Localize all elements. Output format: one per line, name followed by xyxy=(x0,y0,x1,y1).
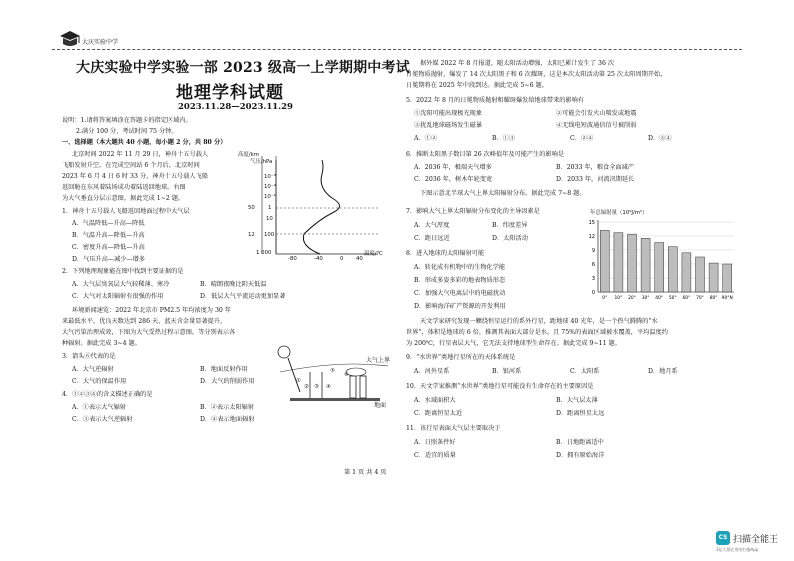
question-4: 4．①②③④的含义描述正确的是 xyxy=(62,391,153,398)
instruction-1: 说明：1.请将答案填涂在答题卡的指定区域内。 xyxy=(62,117,192,124)
option: C．大气对太阳辐射有很强的作用 xyxy=(72,293,164,300)
option: D．太阳活动 xyxy=(492,235,528,242)
question-2: 2．下列地理现象能在图中找到主要证据的是 xyxy=(62,268,184,275)
option: A．大气层臭氧层大气较稀薄、寒冷 xyxy=(72,281,170,288)
option: A．河外星系 xyxy=(414,368,450,375)
y-tick-label: 3 xyxy=(591,276,595,282)
bar xyxy=(614,233,623,292)
passage-line: 下图示意北半球大气上界太阳辐射分布。据此完成 7~8 题。 xyxy=(420,190,586,197)
question-6: 6．推断太阳黑子数目第 26 次峰值年及可能产生的影响是 xyxy=(406,151,565,158)
section-heading: 一、选择题（本大题共 40 小题，每小题 2 分，共 80 分） xyxy=(62,139,227,146)
x-tick: 40 xyxy=(356,256,363,262)
option: C．③表示大气逆辐射 xyxy=(72,416,133,423)
y-axis-label: 高度/km xyxy=(238,152,259,158)
x-tick-label: 70° xyxy=(696,296,704,301)
bar xyxy=(600,230,609,292)
atmosphere-heating-diagram xyxy=(270,342,390,410)
option: D．低层大气平流运动更加显著 xyxy=(200,293,286,300)
arrow-label: ① xyxy=(296,378,301,384)
option: D．拥有原始海洋 xyxy=(556,452,605,459)
header-divider xyxy=(52,49,742,51)
option: B．晴朗夜晚比阴天低温 xyxy=(200,281,267,288)
pressure-tick: 1 xyxy=(268,205,272,211)
chart-title: 年总辐射量（10⁹J/m²） xyxy=(590,210,648,216)
option: B．①③ xyxy=(492,135,516,142)
option: C．密度升高—降低—升高 xyxy=(72,244,145,251)
passage-line: 大气污染治理成效，下图为大气受热过程示意图。等分别表示各 xyxy=(62,329,236,336)
ground-label: 地面 xyxy=(374,402,387,409)
option: A．日照条件好 xyxy=(414,439,456,446)
option: C．2036 年，树木年轮变宽 xyxy=(414,176,493,183)
pressure-tick: 10⁻³ xyxy=(264,174,276,180)
x-tick-label: 0° xyxy=(602,296,608,301)
pressure-tick: 10⁻² xyxy=(264,184,276,190)
x-tick: -40 xyxy=(314,256,323,262)
x-axis-label: 温度/℃ xyxy=(364,251,383,257)
question-9: 9．“水世界”类地行星所在的天体系统是 xyxy=(406,354,516,361)
option: A．2036 年，极端天气增多 xyxy=(414,164,492,171)
option: C．适宜的质量 xyxy=(414,452,456,459)
option: D．③④ xyxy=(648,135,672,142)
sun-icon xyxy=(278,346,290,358)
x-tick-label: 40° xyxy=(655,296,664,301)
option: B．2033 年，粮食全面减产 xyxy=(556,164,634,171)
x-tick-label: 30° xyxy=(641,296,650,301)
x-tick: -80 xyxy=(288,256,297,262)
scanner-logo-icon: CS xyxy=(716,531,730,545)
school-logo xyxy=(58,30,82,50)
page-number: 第 1 页 共 4 页 xyxy=(344,469,387,476)
arrow-label: ⑥ xyxy=(344,372,349,378)
y-tick-label: 0 xyxy=(591,290,595,296)
x-tick-label: 20° xyxy=(628,296,636,301)
option: B．形成多姿多彩的地表物质形态 xyxy=(414,277,506,284)
x-tick-label: 80° xyxy=(709,296,718,301)
passage-line: 2023 年 6 月 4 日 6 时 33 分，神舟十五号载人飞船 xyxy=(62,173,208,180)
question-11: 11．该行星表面大气层主要取决于 xyxy=(406,425,501,432)
height-tick: 12 xyxy=(248,232,255,238)
option: B．大气层太薄 xyxy=(556,397,598,404)
question-5: 5．2022 年 8 月的日冕物质抛射和耀斑爆发给地球带来的影响有 xyxy=(406,97,585,104)
x-tick-label: 60° xyxy=(682,296,691,301)
ground-line xyxy=(290,398,380,401)
instruction-2: 2.满分 100 分，考试时间 75 分钟。 xyxy=(76,128,178,135)
exam-title: 大庆实验中学实验一部 2023 级高一上学期期中考试 xyxy=(76,60,410,76)
pressure-tick: 10⁻¹ xyxy=(264,194,276,200)
atmosphere-top-label: 大气上界 xyxy=(366,357,391,364)
statement: ①沈阳可能出现极光现象 xyxy=(414,110,483,117)
scanner-tagline: 3亿人都在用的扫描App xyxy=(716,547,759,552)
question-10: 10．天文学家推测“水世界”类地行星可能没有生命存在的主要原因是 xyxy=(406,383,594,390)
bar xyxy=(628,234,637,292)
height-tick: 50 xyxy=(248,205,255,211)
y-tick-label: 9 xyxy=(591,248,595,254)
pressure-tick: 1 000 xyxy=(256,250,272,256)
option: B．银河系 xyxy=(492,368,522,375)
radiation-arrow xyxy=(288,358,300,392)
passage-line: 为大气垂直分层示意图。据此完成 1~2 题。 xyxy=(62,195,185,202)
question-7: 7．影响大气上界太阳辐射分布变化的主导因素是 xyxy=(406,208,540,215)
bar xyxy=(723,264,732,292)
y-tick-label: 12 xyxy=(588,234,595,240)
option: B．纬度差异 xyxy=(492,222,528,229)
x-tick-label: 10° xyxy=(614,296,623,301)
option: D．④表示地面辐射 xyxy=(200,416,255,423)
option: D．大气的削弱作用 xyxy=(200,378,255,385)
bar xyxy=(682,253,691,292)
option: C．大气的保温作用 xyxy=(72,378,127,385)
option: B．地面反射作用 xyxy=(200,366,248,373)
exam-date: 2023.11.28—2023.11.29 xyxy=(178,102,293,112)
school-name: 大庆实验中学 xyxy=(82,39,119,46)
option: A．大气逆辐射 xyxy=(72,366,114,373)
option: B．②表示太阳辐射 xyxy=(200,404,255,411)
statement: ②可能会引发火山喷发或地震 xyxy=(556,110,637,117)
cloud-icon xyxy=(346,368,366,376)
option: D．气压升高—减少—增多 xyxy=(72,256,146,263)
statement: ④无线电短波通信信号被削弱 xyxy=(556,122,637,129)
scanner-name: 扫描全能王 xyxy=(733,535,779,545)
option: D．距离恒星太远 xyxy=(556,410,605,417)
statement: ③扰乱地球磁场发生磁暴 xyxy=(414,122,483,129)
passage-line: 天文学家研究发现一颗绕恒星运行的系外行星，距地球 40 光年，是一个热气腾腾的“水 xyxy=(420,318,658,325)
passage-line: 返回舱在东风着陆场成功着陆返回地球。右图 xyxy=(62,184,186,191)
bar xyxy=(696,257,705,292)
solar-radiation-chart xyxy=(580,208,740,308)
y-axis-label2: 气压/hPa xyxy=(250,159,273,165)
option: D．地月系 xyxy=(648,368,678,375)
passage-line: 日冕物质抛射，爆发了 14 次太阳黑子和 6 次耀斑，这是本次太阳活动第 25 次太阳周期开始， xyxy=(406,71,667,78)
bar xyxy=(668,247,677,292)
option: A．①② xyxy=(414,135,438,142)
option: C．加强大气电离层中的电磁扰动 xyxy=(414,290,506,297)
y-tick-label: 6 xyxy=(591,262,595,268)
passage-line: 为 200℃，行星表层大气，它无法支持地球型生命存在。据此完成 9~11 题。 xyxy=(406,340,621,347)
option: A．气温降低—升高—降低 xyxy=(72,220,145,227)
question-3: 3．箭头⑥代表的是 xyxy=(62,353,116,360)
exam-subject: 地理学科试题 xyxy=(176,83,284,103)
option: C．太阳系 xyxy=(570,368,600,375)
passage-line: 北京时间 2022 年 11 月 29 日，神舟十五号载人 xyxy=(72,151,209,158)
arrow-label: ④ xyxy=(326,384,331,390)
bar-chart-svg xyxy=(580,208,740,308)
x-tick-label: 90°N xyxy=(721,296,733,301)
option: A．水域面积大 xyxy=(414,397,456,404)
option: A．①表示大气辐射 xyxy=(72,404,126,411)
option: D．2033 年，河流汛期延长 xyxy=(556,176,635,183)
y-tick-label: 15 xyxy=(588,220,595,226)
option: D．影响海洋矿产资源的开发利用 xyxy=(414,303,506,310)
question-8: 8．进入地球的太阳辐射可能 xyxy=(406,250,485,257)
atmosphere-profile-chart xyxy=(238,150,388,270)
option: A．大气厚度 xyxy=(414,222,450,229)
x-tick-label: 50° xyxy=(668,296,677,301)
option: C．距离恒星太近 xyxy=(414,410,463,417)
bar xyxy=(709,263,718,292)
passage-line: 环境新闻速览：2022 年北京市 PM2.5 年均浓度为 30 年 xyxy=(72,307,231,314)
pressure-tick: 100 xyxy=(264,232,275,238)
question-1: 1．神舟十五号载人飞船返回地面过程中大气层 xyxy=(62,208,190,215)
temperature-curve xyxy=(303,160,339,254)
passage-line: 飞船发射升空。在完成空间站 6 个月后，北京时间 xyxy=(62,162,200,169)
arrow-label: ⑤ xyxy=(330,368,335,374)
arrow-label: ③ xyxy=(314,384,319,390)
x-tick: 0 xyxy=(340,256,344,262)
option: A．转化成有机物中的生物化学能 xyxy=(414,264,506,271)
passage-line: 世界”，体积是地球的 6 倍，推测其表面大部分是水，且 75%的表面区域被水覆盖，平均温度约 xyxy=(406,329,668,336)
option: B．气温升高—降低—升高 xyxy=(72,232,145,239)
arrow-label: ② xyxy=(304,384,309,390)
passage-line: 种辐射。据此完成 3~4 题。 xyxy=(62,340,141,347)
passage-line: 来最低水平，优良天数达到 286 天，蓝天含金量显著提升， xyxy=(62,318,227,325)
bar xyxy=(641,238,650,292)
option: B．日地距离适中 xyxy=(556,439,604,446)
pressure-tick: 10 xyxy=(266,216,273,222)
bar xyxy=(655,243,664,292)
passage-line: 日冕期将在 2025 年中段到达。据此完成 5~6 题。 xyxy=(406,82,548,89)
passage-line: 据外媒 2022 年 8 月报道，随太阳活动增强，太阳已累计发生了 36 次 xyxy=(420,60,615,67)
option: C．②④ xyxy=(570,135,594,142)
option: C．距日远近 xyxy=(414,235,450,242)
